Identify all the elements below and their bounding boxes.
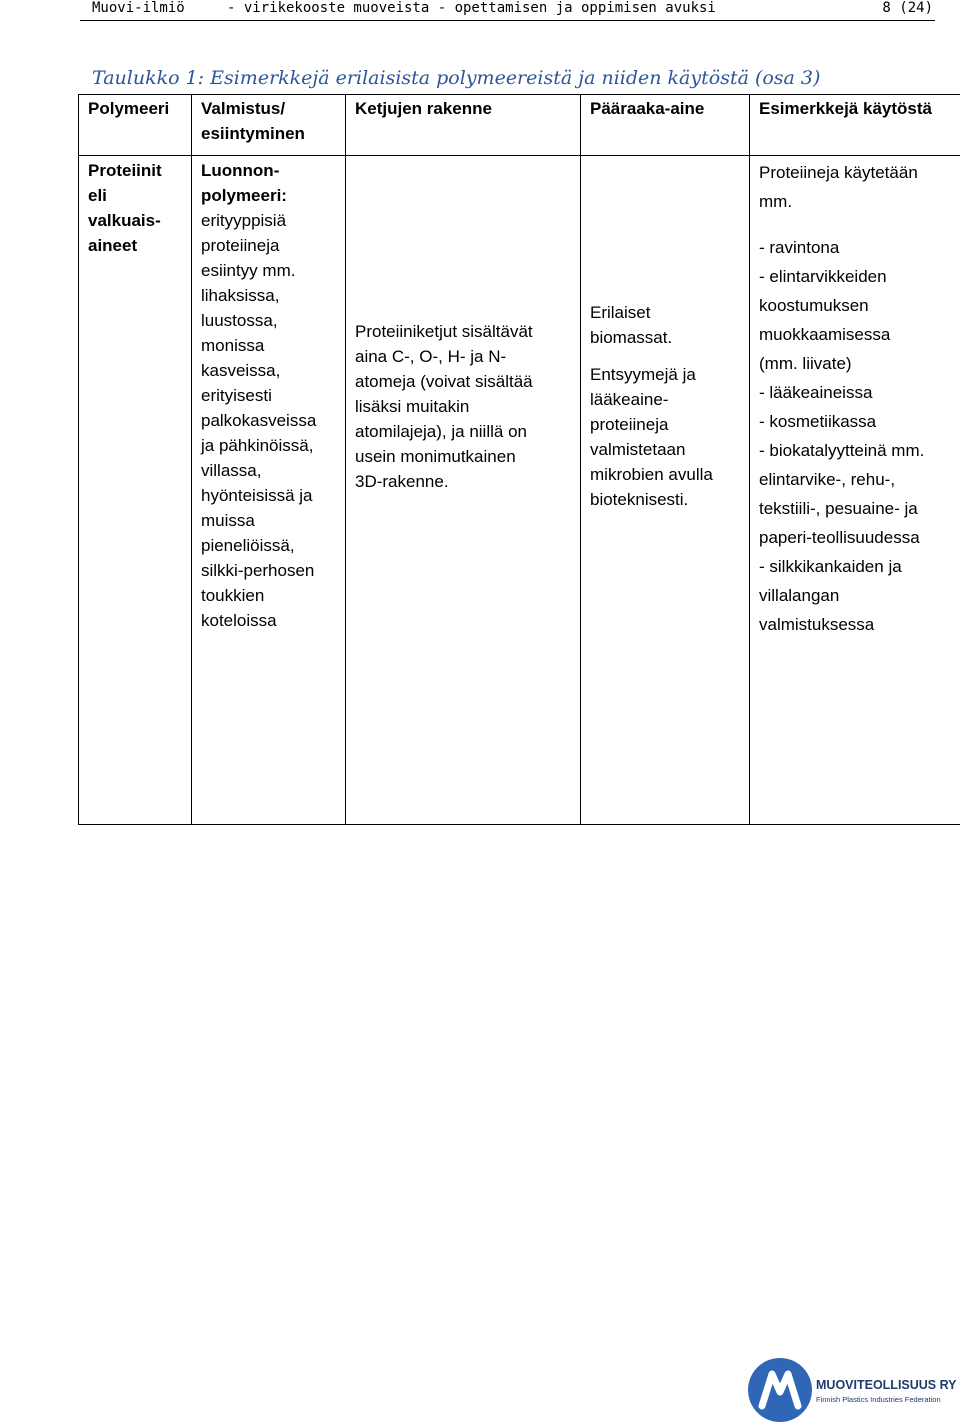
cell-text-line: erityyppisiä [201, 211, 287, 230]
cell-text-line: ja pähkinöissä, [201, 436, 314, 455]
polymer-table [78, 94, 960, 825]
cell-text-line: elintarvike-, rehu-, [759, 470, 896, 489]
cell-text-line: hyönteisissä ja [201, 486, 313, 505]
table-row [79, 156, 960, 825]
cell-text-line: aina C-, O-, H- ja N- [355, 346, 507, 366]
cell-text-line: kasveissa, [201, 361, 281, 380]
cell-text-line: 3D-rakenne. [355, 471, 449, 491]
cell-text-line: Proteiiniketjut sisältävät [355, 321, 533, 341]
cell-text-line: aineet [88, 236, 138, 255]
cell-text-line: lisäksi muitakin [355, 396, 470, 416]
logo-mark-icon [748, 1358, 812, 1422]
header-manufacture-line: Valmistus/ [201, 99, 286, 118]
cell-text-line: lihaksissa, [201, 286, 280, 305]
header-manufacture [192, 95, 346, 156]
cell-text-line: valkuais- [88, 211, 161, 230]
cell-text-line: toukkien [201, 586, 265, 605]
cell-text-line: - silkkikankaiden ja [759, 557, 902, 576]
cell-text-line: atomilajeja), ja niillä on [355, 421, 527, 441]
cell-text-line: bioteknisesti. [590, 490, 689, 509]
cell-text-line: lääkeaine- [590, 390, 669, 409]
cell-text-line: Proteiineja käytetään [759, 163, 918, 182]
cell-text-line: - ravintona [759, 238, 840, 257]
cell-text-line: Entsyymejä ja [590, 365, 696, 384]
header-subtitle: - virikekooste muoveista - opettamisen ja oppimisen avuksi [227, 0, 716, 16]
cell-text-line: muissa [201, 511, 255, 530]
cell-text-line: paperi-teollisuudessa [759, 528, 920, 547]
cell-text-line: - elintarvikkeiden [759, 267, 887, 286]
cell-text-line: atomeja (voivat sisältää [355, 371, 533, 391]
logo-name: MUOVITEOLLISUUS RY [816, 1378, 957, 1392]
cell-text-line: Proteiinit [88, 161, 162, 180]
cell-text-line: - biokatalyytteinä mm. [759, 441, 925, 460]
cell-text-line: villassa, [201, 461, 262, 480]
cell-text-line: usein monimutkainen [355, 446, 516, 466]
cell-text-line: valmistetaan [590, 440, 686, 459]
header-chain-structure: Ketjujen rakenne [346, 95, 581, 156]
cell-text-line: proteiineja [590, 415, 669, 434]
cell-text-line: proteiineja [201, 236, 280, 255]
cell-text-line: silkki-perhosen [201, 561, 315, 580]
cell-text-line: koostumuksen [759, 296, 869, 315]
cell-text-line: eli [88, 186, 107, 205]
cell-text-line: mikrobien avulla [590, 465, 713, 484]
cell-text-line: valmistuksessa [759, 615, 875, 634]
cell-text-line: (mm. liivate) [759, 354, 852, 373]
cell-chain-structure [346, 156, 581, 825]
cell-text-line: luustossa, [201, 311, 278, 330]
header-uses [750, 95, 960, 156]
cell-text-line: koteloissa [201, 611, 277, 630]
cell-text-line: monissa [201, 336, 265, 355]
header-uses-line: Esimerkkejä [759, 99, 859, 118]
cell-manufacture [192, 156, 346, 825]
header-uses-line: käytöstä [862, 99, 932, 118]
cell-text-line: mm. [759, 192, 793, 211]
muoviteollisuus-logo [748, 1358, 957, 1420]
cell-text-line: polymeeri: [201, 186, 287, 205]
cell-text-line: palkokasveissa [201, 411, 317, 430]
cell-text-line: esiintyy mm. [201, 261, 296, 280]
cell-raw-material [581, 156, 750, 825]
cell-text-line: tekstiili-, pesuaine- ja [759, 499, 918, 518]
cell-text-line: pieneliöissä, [201, 536, 295, 555]
cell-polymer [79, 156, 192, 825]
raw-material-text [590, 300, 740, 512]
header-title: Muovi-ilmiö [92, 0, 185, 16]
cell-text-line: - kosmetiikassa [759, 412, 877, 431]
table-header-row [79, 95, 960, 156]
header-polymer: Polymeeri [79, 95, 192, 156]
page-number: 8 (24) [882, 0, 933, 16]
cell-text-line: biomassat. [590, 328, 673, 347]
cell-text-line: muokkaamisessa [759, 325, 891, 344]
cell-text-line: - lääkeaineissa [759, 383, 873, 402]
cell-text-line: villalangan [759, 586, 840, 605]
table-caption: Taulukko 1: Esimerkkejä erilaisista polymeereistä ja niiden käytöstä (osa 3) [92, 67, 821, 89]
cell-text-line: Erilaiset [590, 303, 651, 322]
manufacture-type [201, 158, 336, 208]
header-raw-material: Pääraaka-aine [581, 95, 750, 156]
manufacture-text [201, 208, 336, 633]
cell-text-line: erityisesti [201, 386, 272, 405]
header-manufacture-line: esiintyminen [201, 124, 305, 143]
cell-uses [750, 156, 960, 825]
logo-subtitle: Finnish Plastics Industries Federation [816, 1395, 941, 1404]
cell-text-line: Luonnon- [201, 161, 280, 180]
page-header [80, 0, 935, 21]
